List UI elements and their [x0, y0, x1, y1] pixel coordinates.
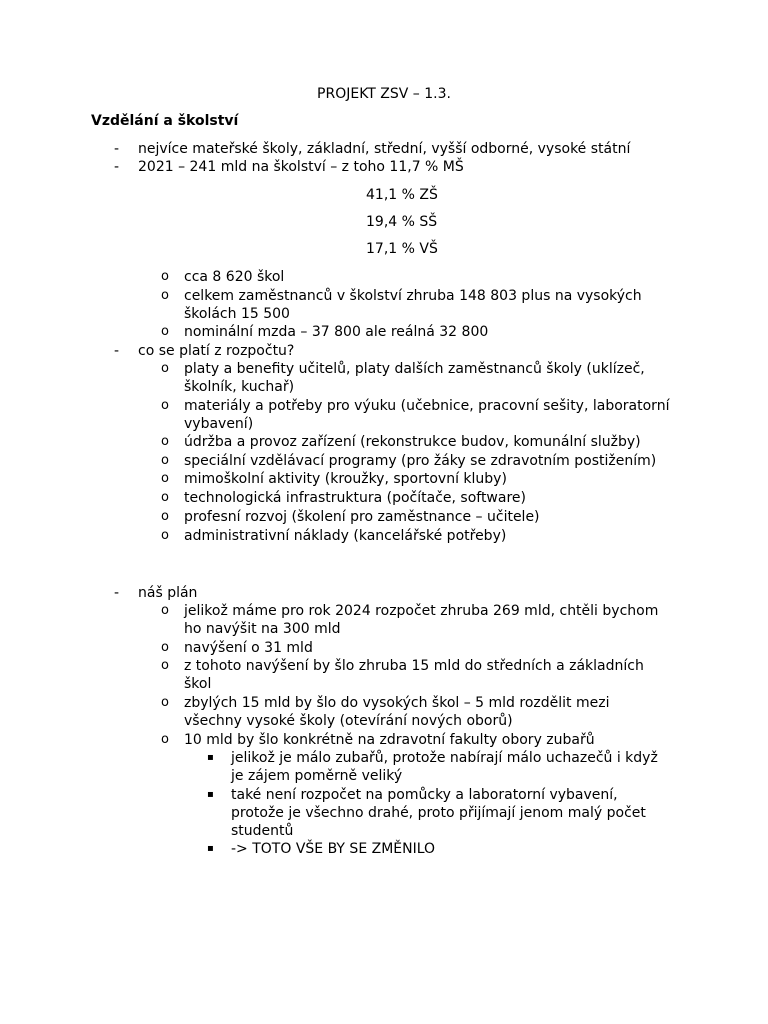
item-text: školách 15 500 [184, 306, 290, 322]
item-text: protože je všechno drahé, proto přijímají jenom malý počet [231, 805, 646, 821]
item-text: celkem zaměstnanců v školství zhruba 148 803 plus na vysokých [184, 288, 642, 304]
item-text: náš plán [138, 585, 198, 601]
document-title: PROJEKT ZSV – 1.3. [317, 86, 451, 102]
item-text: speciální vzdělávací programy (pro žáky se zdravotním postižením) [184, 453, 657, 469]
dash-marker: - [114, 585, 120, 601]
item-text: nejvíce mateřské školy, základní, střední, vyšší odborné, vysoké státní [138, 141, 631, 157]
item-text: administrativní náklady (kancelářské potřeby) [184, 528, 507, 544]
circle-marker: o [161, 453, 169, 468]
percentage-line: 41,1 % ZŠ [366, 187, 438, 203]
item-text: mimoškolní aktivity (kroužky, sportovní kluby) [184, 471, 507, 487]
item-text: nominální mzda – 37 800 ale reálná 32 800 [184, 324, 489, 340]
circle-marker: o [161, 603, 169, 618]
item-text: -> TOTO VŠE BY SE ZMĚNILO [231, 841, 436, 857]
item-text: škol [184, 676, 212, 692]
item-text: jelikož máme pro rok 2024 rozpočet zhruba 269 mld, chtěli bychom [184, 603, 659, 619]
item-text: je zájem poměrně veliký [231, 768, 403, 784]
dash-marker: - [114, 141, 120, 157]
square-marker: ▪ [207, 752, 214, 763]
item-text: jelikož je málo zubařů, protože nabírají málo uchazečů i když [231, 750, 658, 766]
circle-marker: o [161, 324, 169, 339]
percentage-line: 19,4 % SŠ [366, 214, 438, 230]
item-text: studentů [231, 823, 294, 839]
circle-marker: o [161, 361, 169, 376]
item-text: 10 mld by šlo konkrétně na zdravotní fakulty obory zubařů [184, 732, 595, 748]
item-text: údržba a provoz zařízení (rekonstrukce budov, komunální služby) [184, 434, 641, 450]
item-text: profesní rozvoj (školení pro zaměstnance – učitele) [184, 509, 540, 525]
circle-marker: o [161, 398, 169, 413]
circle-marker: o [161, 732, 169, 747]
circle-marker: o [161, 434, 169, 449]
item-text: také není rozpočet na pomůcky a laboratorní vybavení, [231, 787, 618, 803]
circle-marker: o [161, 471, 169, 486]
dash-marker: - [114, 159, 120, 175]
percentage-line: 17,1 % VŠ [366, 241, 438, 257]
circle-marker: o [161, 490, 169, 505]
circle-marker: o [161, 658, 169, 673]
circle-marker: o [161, 269, 169, 284]
item-text: z tohoto navýšení by šlo zhruba 15 mld do středních a základních [184, 658, 644, 674]
item-text: technologická infrastruktura (počítače, software) [184, 490, 526, 506]
circle-marker: o [161, 640, 169, 655]
item-text: co se platí z rozpočtu? [138, 343, 295, 359]
square-marker: ▪ [207, 789, 214, 800]
item-text: vybavení) [184, 416, 254, 432]
circle-marker: o [161, 509, 169, 524]
circle-marker: o [161, 288, 169, 303]
item-text: školník, kuchař) [184, 379, 295, 395]
item-text: cca 8 620 škol [184, 269, 285, 285]
circle-marker: o [161, 695, 169, 710]
dash-marker: - [114, 343, 120, 359]
circle-marker: o [161, 528, 169, 543]
item-text: všechny vysoké školy (otevírání nových oborů) [184, 713, 513, 729]
item-text: platy a benefity učitelů, platy dalších zaměstnanců školy (uklízeč, [184, 361, 645, 377]
section-heading: Vzdělání a školství [91, 113, 239, 129]
item-text: materiály a potřeby pro výuku (učebnice, pracovní sešity, laboratorní [184, 398, 670, 414]
square-marker: ▪ [207, 843, 214, 854]
item-text: zbylých 15 mld by šlo do vysokých škol – 5 mld rozdělit mezi [184, 695, 610, 711]
item-text: navýšení o 31 mld [184, 640, 313, 656]
item-text: 2021 – 241 mld na školství – z toho 11,7 % MŠ [138, 159, 464, 175]
item-text: ho navýšit na 300 mld [184, 621, 341, 637]
